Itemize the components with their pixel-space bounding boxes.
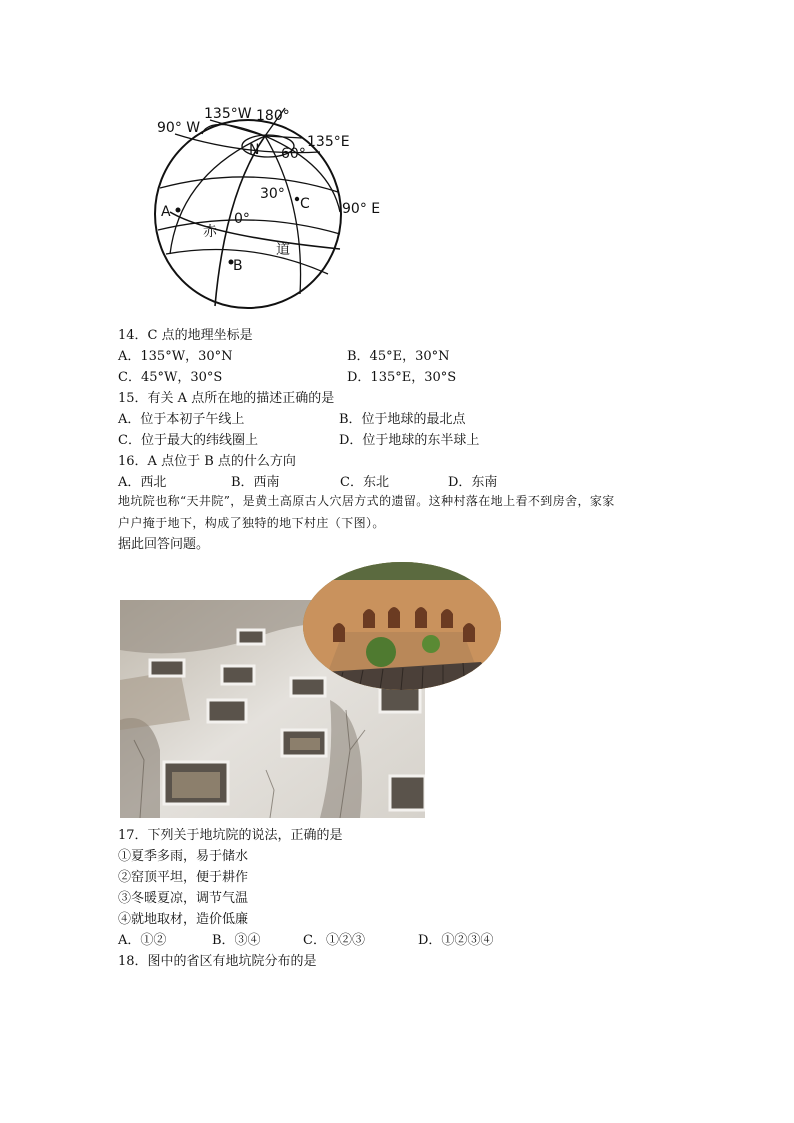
q15-option-b: B．位于地球的最北点	[339, 412, 466, 427]
passage-line-1: 地坑院也称“天井院”，是黄土高原古人穴居方式的遗留。这种村落在地上看不到房舍，家家	[118, 494, 615, 508]
label-180: 180°	[256, 108, 290, 124]
q17-option-d: D．①②③④	[418, 933, 494, 948]
q15-stem: 15．有关 A 点所在地的描述正确的是	[118, 391, 335, 406]
q14-option-c: C．45°W，30°S	[118, 370, 223, 385]
globe-diagram	[150, 104, 390, 324]
q17-option-c: C．①②③	[303, 933, 365, 948]
q17-option-b: B．③④	[212, 933, 261, 948]
label-135e: 135°E	[307, 134, 350, 150]
q16-stem: 16．A 点位于 B 点的什么方向	[118, 454, 296, 469]
label-dao: 道	[276, 242, 290, 258]
q17-statement-2: ②窑顶平坦，便于耕作	[118, 870, 249, 885]
courtyard-inset-photo	[303, 562, 501, 690]
q16-option-b: B．西南	[231, 475, 280, 490]
q14-stem: 14．C 点的地理坐标是	[118, 328, 253, 343]
label-0: 0°	[234, 211, 250, 227]
label-c: C	[300, 196, 310, 212]
q18-stem: 18．图中的省区有地坑院分布的是	[118, 954, 317, 969]
q17-stem: 17．下列关于地坑院的说法，正确的是	[118, 828, 343, 843]
label-b: B	[233, 258, 243, 274]
q17-statement-1: ①夏季多雨，易于储水	[118, 849, 249, 864]
passage-line-2: 户户掩于地下，构成了独特的地下村庄（下图）。	[118, 516, 385, 530]
q15-option-d: D．位于地球的东半球上	[339, 433, 480, 448]
label-135w: 135°W	[204, 106, 252, 122]
q14-option-a: A．135°W，30°N	[118, 349, 233, 364]
passage-prompt: 据此回答问题。	[118, 537, 210, 552]
q15-option-c: C．位于最大的纬线圈上	[118, 433, 258, 448]
q16-option-a: A．西北	[118, 475, 167, 490]
q17-option-a: A．①②	[118, 933, 167, 948]
q14-option-d: D．135°E，30°S	[347, 370, 457, 385]
label-60: 60°	[281, 146, 306, 162]
q17-statement-3: ③冬暖夏凉，调节气温	[118, 891, 249, 906]
q14-option-b: B．45°E，30°N	[347, 349, 450, 364]
q16-option-d: D．东南	[448, 475, 498, 490]
label-90e: 90° E	[342, 201, 381, 217]
q16-option-c: C．东北	[340, 475, 389, 490]
label-90w: 90° W	[157, 120, 201, 136]
label-a: A	[161, 204, 171, 220]
label-chi: 赤	[203, 224, 217, 240]
q15-option-a: A．位于本初子午线上	[118, 412, 245, 427]
q17-statement-4: ④就地取材，造价低廉	[118, 912, 249, 927]
label-30: 30°	[260, 186, 285, 202]
label-n: N	[249, 142, 260, 158]
